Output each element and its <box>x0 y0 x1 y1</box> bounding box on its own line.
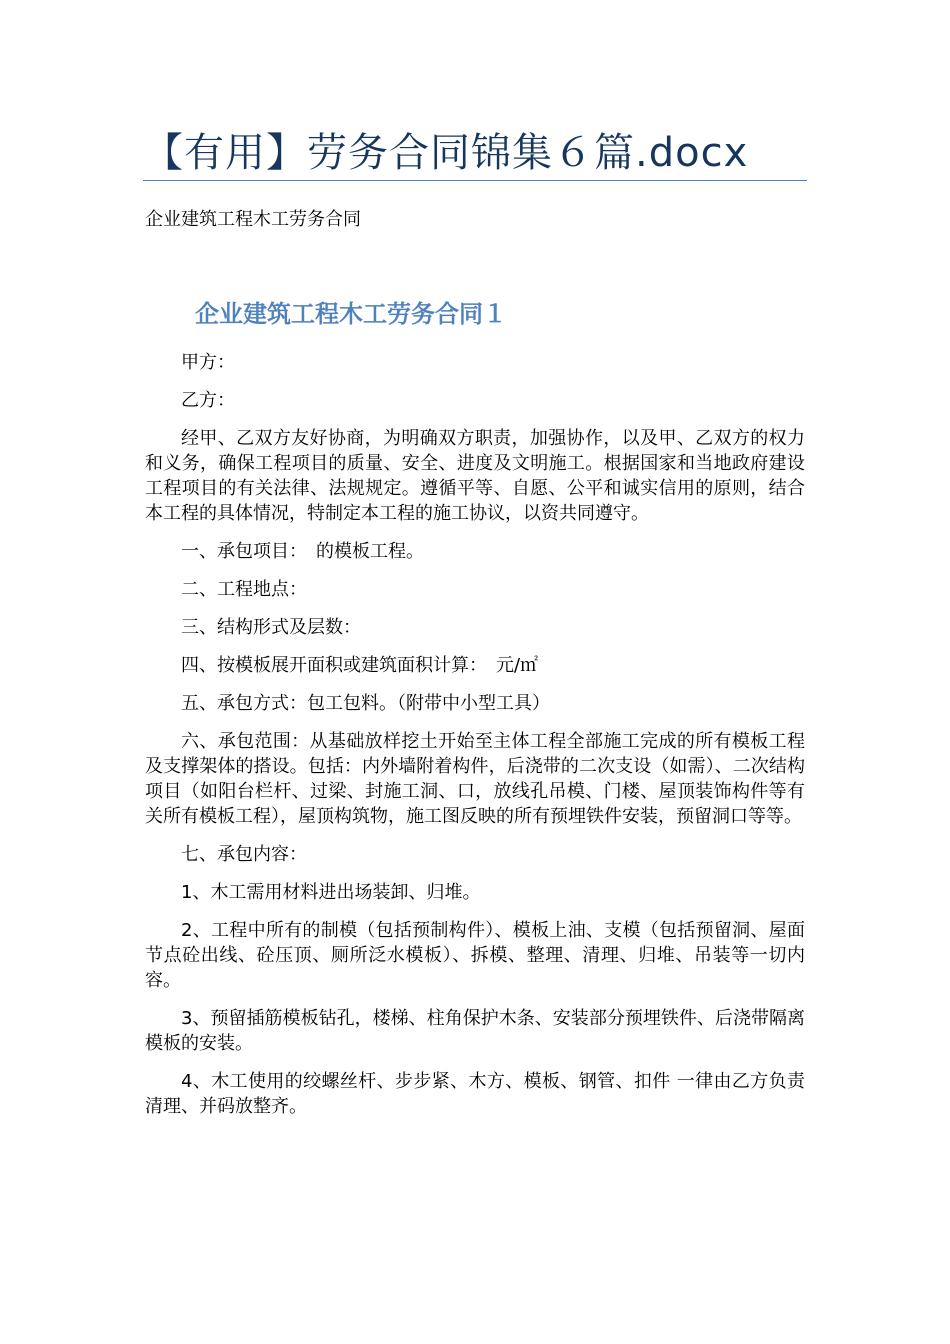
title-underline <box>143 180 807 181</box>
document-subtitle: 企业建筑工程木工劳务合同 <box>145 209 361 230</box>
paragraph-party-b: 乙方： <box>181 390 235 411</box>
paragraph-party-a: 甲方： <box>181 352 235 373</box>
list-item-2: 2、工程中所有的制模（包括预制构件）、模板上油、支模（包括预留洞、屋面节点砼出线、砼压顶、厕所泛水模板）、拆模、整理、清理、归堆、吊装等一切内容。 <box>145 920 805 991</box>
paragraph-clause-6: 六、承包范围：从基础放样挖土开始至主体工程全部施工完成的所有模板工程及支撑架体的搭设。包括：内外墙附着构件，后浇带的二次支设（如需）、二次结构项目（如阳台栏杆、过梁、封施工洞、口，放线孔吊模、门楼、屋顶装饰构件等有关所有模板工程），屋顶构筑物，施工图反映的所有预埋铁件安装，预留洞口等等。 <box>145 731 805 827</box>
section-heading: 企业建筑工程木工劳务合同１ <box>195 300 507 328</box>
paragraph-clause-1: 一、承包项目： 的模板工程。 <box>181 541 424 562</box>
paragraph-clause-3: 三、结构形式及层数： <box>181 617 361 638</box>
paragraph-clause-7: 七、承包内容： <box>181 844 307 865</box>
paragraph-clause-5: 五、承包方式：包工包料。（附带中小型工具） <box>181 693 550 714</box>
list-item-1: 1、木工需用材料进出场装卸、归堆。 <box>181 882 481 903</box>
paragraph-preamble: 经甲、乙双方友好协商，为明确双方职责，加强协作，以及甲、乙双方的权力和义务，确保工程项目的质量、安全、进度及文明施工。根据国家和当地政府建设工程项目的有关法律、法规规定。遵循平等、自愿、公平和诚实信用的原则，结合本工程的具体情况，特制定本工程的施工协议，以资共同遵守。 <box>145 428 805 524</box>
document-body <box>145 350 805 1132</box>
document-title: 【有用】劳务合同锦集６篇.docx <box>143 130 749 176</box>
paragraph-clause-2: 二、工程地点： <box>181 579 307 600</box>
paragraph-clause-4: 四、按模板展开面积或建筑面积计算： 元/㎡ <box>181 655 539 676</box>
list-item-4: 4、木工使用的绞螺丝杆、步步紧、木方、模板、钢管、扣件 一律由乙方负责清理、并码放整齐。 <box>145 1071 805 1117</box>
list-item-3: 3、预留插筋模板钻孔，楼梯、柱角保护木条、安装部分预埋铁件、后浇带隔离模板的安装。 <box>145 1008 805 1054</box>
